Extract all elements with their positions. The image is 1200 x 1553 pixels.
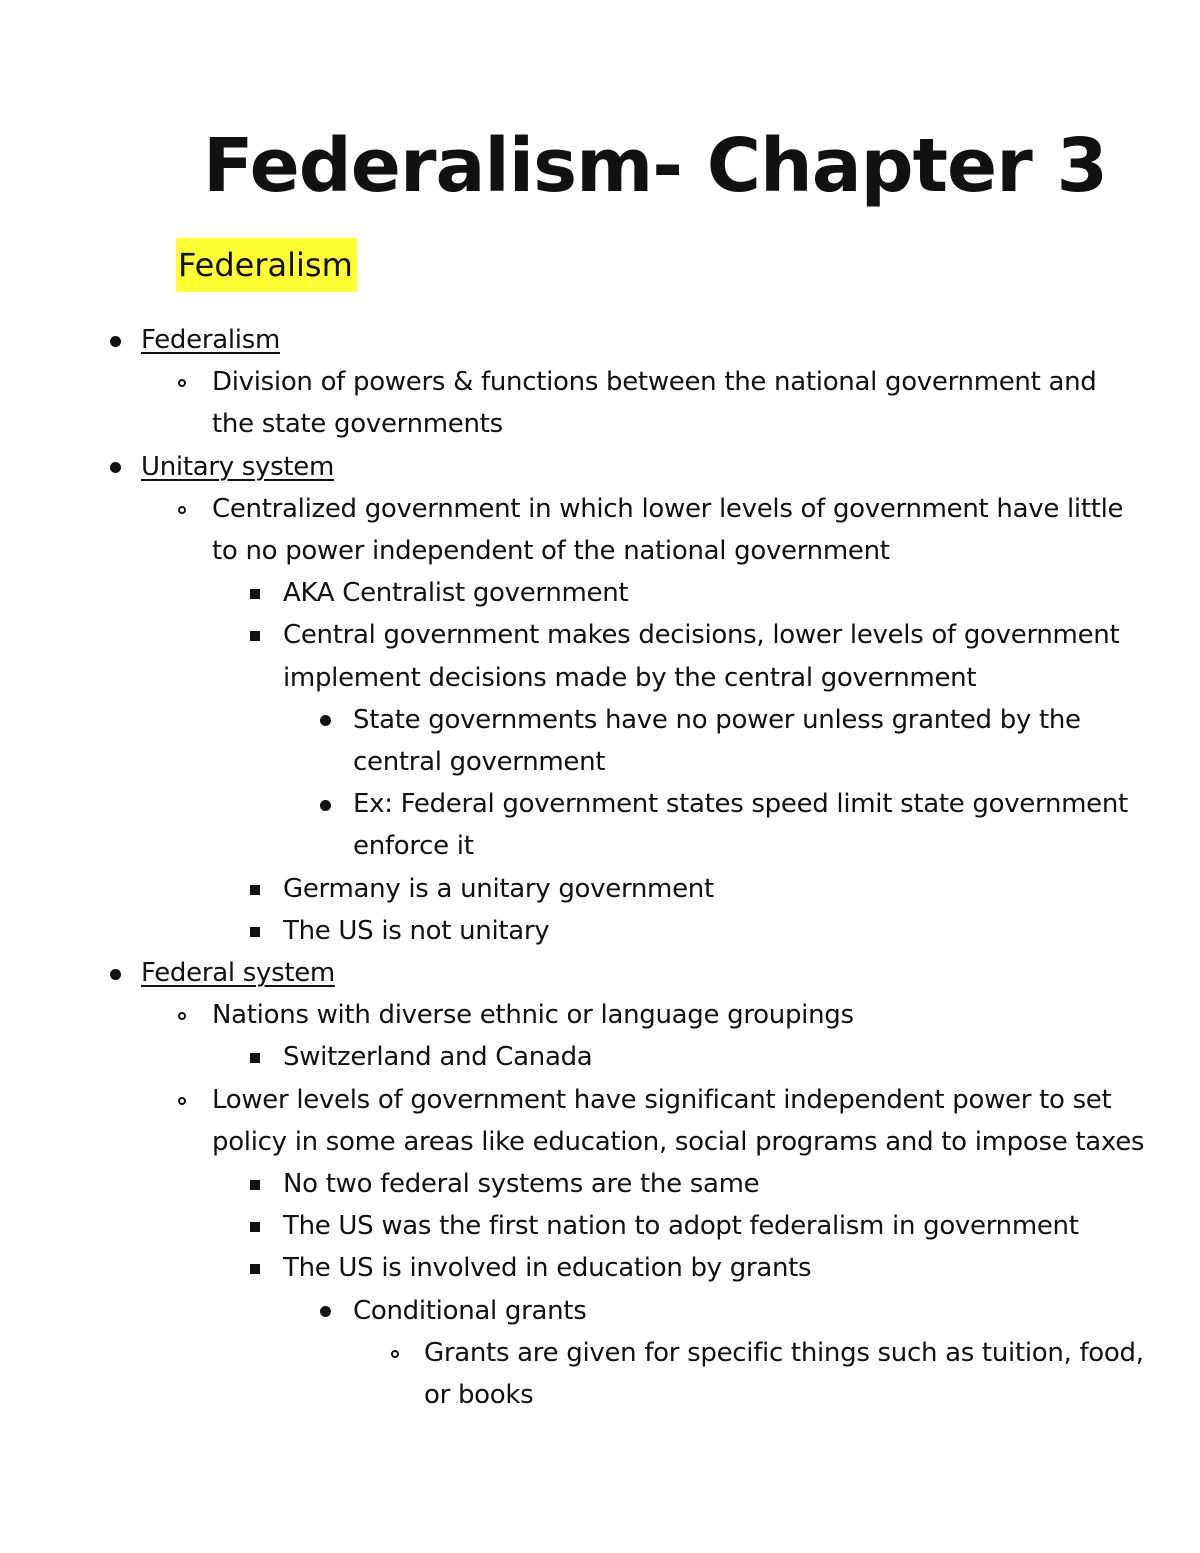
square-bullet-icon	[250, 1180, 260, 1190]
outline-text: or books	[424, 1380, 534, 1410]
square-bullet-icon	[250, 927, 260, 937]
disc-bullet-icon	[320, 715, 331, 726]
page-title: Federalism- Chapter 3	[203, 123, 1107, 209]
outline-text: central government	[353, 747, 606, 777]
disc-bullet-icon	[110, 336, 121, 347]
square-bullet-icon	[250, 1264, 260, 1274]
outline-text: Centralized government in which lower levels of government have little	[212, 493, 1124, 524]
circle-bullet-icon	[178, 1012, 186, 1020]
outline-text: The US is involved in education by grants	[283, 1253, 812, 1284]
outline-text: State governments have no power unless granted by the	[353, 704, 1081, 735]
outline-text: Switzerland and Canada	[283, 1042, 593, 1073]
outline-text: Conditional grants	[353, 1295, 587, 1326]
disc-bullet-icon	[110, 462, 121, 473]
square-bullet-icon	[250, 589, 260, 599]
outline-text: Division of powers & functions between the national government and	[212, 367, 1097, 398]
outline-text: policy in some areas like education, social programs and to impose taxes	[212, 1126, 1145, 1157]
square-bullet-icon	[250, 1053, 260, 1063]
circle-bullet-icon	[178, 1097, 186, 1105]
outline-text: The US was the first nation to adopt federalism in government	[283, 1211, 1079, 1242]
square-bullet-icon	[250, 1222, 260, 1232]
disc-bullet-icon	[320, 1306, 331, 1317]
outline-text: Germany is a unitary government	[283, 873, 714, 904]
outline-text: Central government makes decisions, lower levels of government	[283, 620, 1120, 651]
outline-term: Unitary system	[141, 451, 334, 482]
outline-text: enforce it	[353, 831, 474, 862]
outline-text: to no power independent of the national government	[212, 536, 890, 566]
circle-bullet-icon	[391, 1350, 399, 1358]
square-bullet-icon	[250, 885, 260, 895]
outline-text: Nations with diverse ethnic or language groupings	[212, 1000, 854, 1031]
outline-text: The US is not unitary	[283, 915, 550, 946]
outline-text: the state governments	[212, 409, 503, 440]
outline-text: Ex: Federal government states speed limit state government	[353, 789, 1128, 820]
section-heading-highlighted: Federalism	[176, 238, 357, 292]
outline-text: implement decisions made by the central government	[283, 662, 977, 693]
outline-text: Lower levels of government have significant independent power to set	[212, 1084, 1112, 1115]
disc-bullet-icon	[110, 969, 121, 980]
outline-text: Grants are given for specific things such as tuition, food,	[424, 1337, 1144, 1368]
disc-bullet-icon	[320, 800, 331, 811]
outline-text: No two federal systems are the same	[283, 1169, 760, 1199]
outline-term: Federalism	[141, 325, 280, 355]
circle-bullet-icon	[178, 506, 186, 514]
square-bullet-icon	[250, 631, 260, 641]
outline-term: Federal system	[141, 958, 335, 988]
outline-text: AKA Centralist government	[283, 578, 629, 609]
circle-bullet-icon	[178, 379, 186, 387]
